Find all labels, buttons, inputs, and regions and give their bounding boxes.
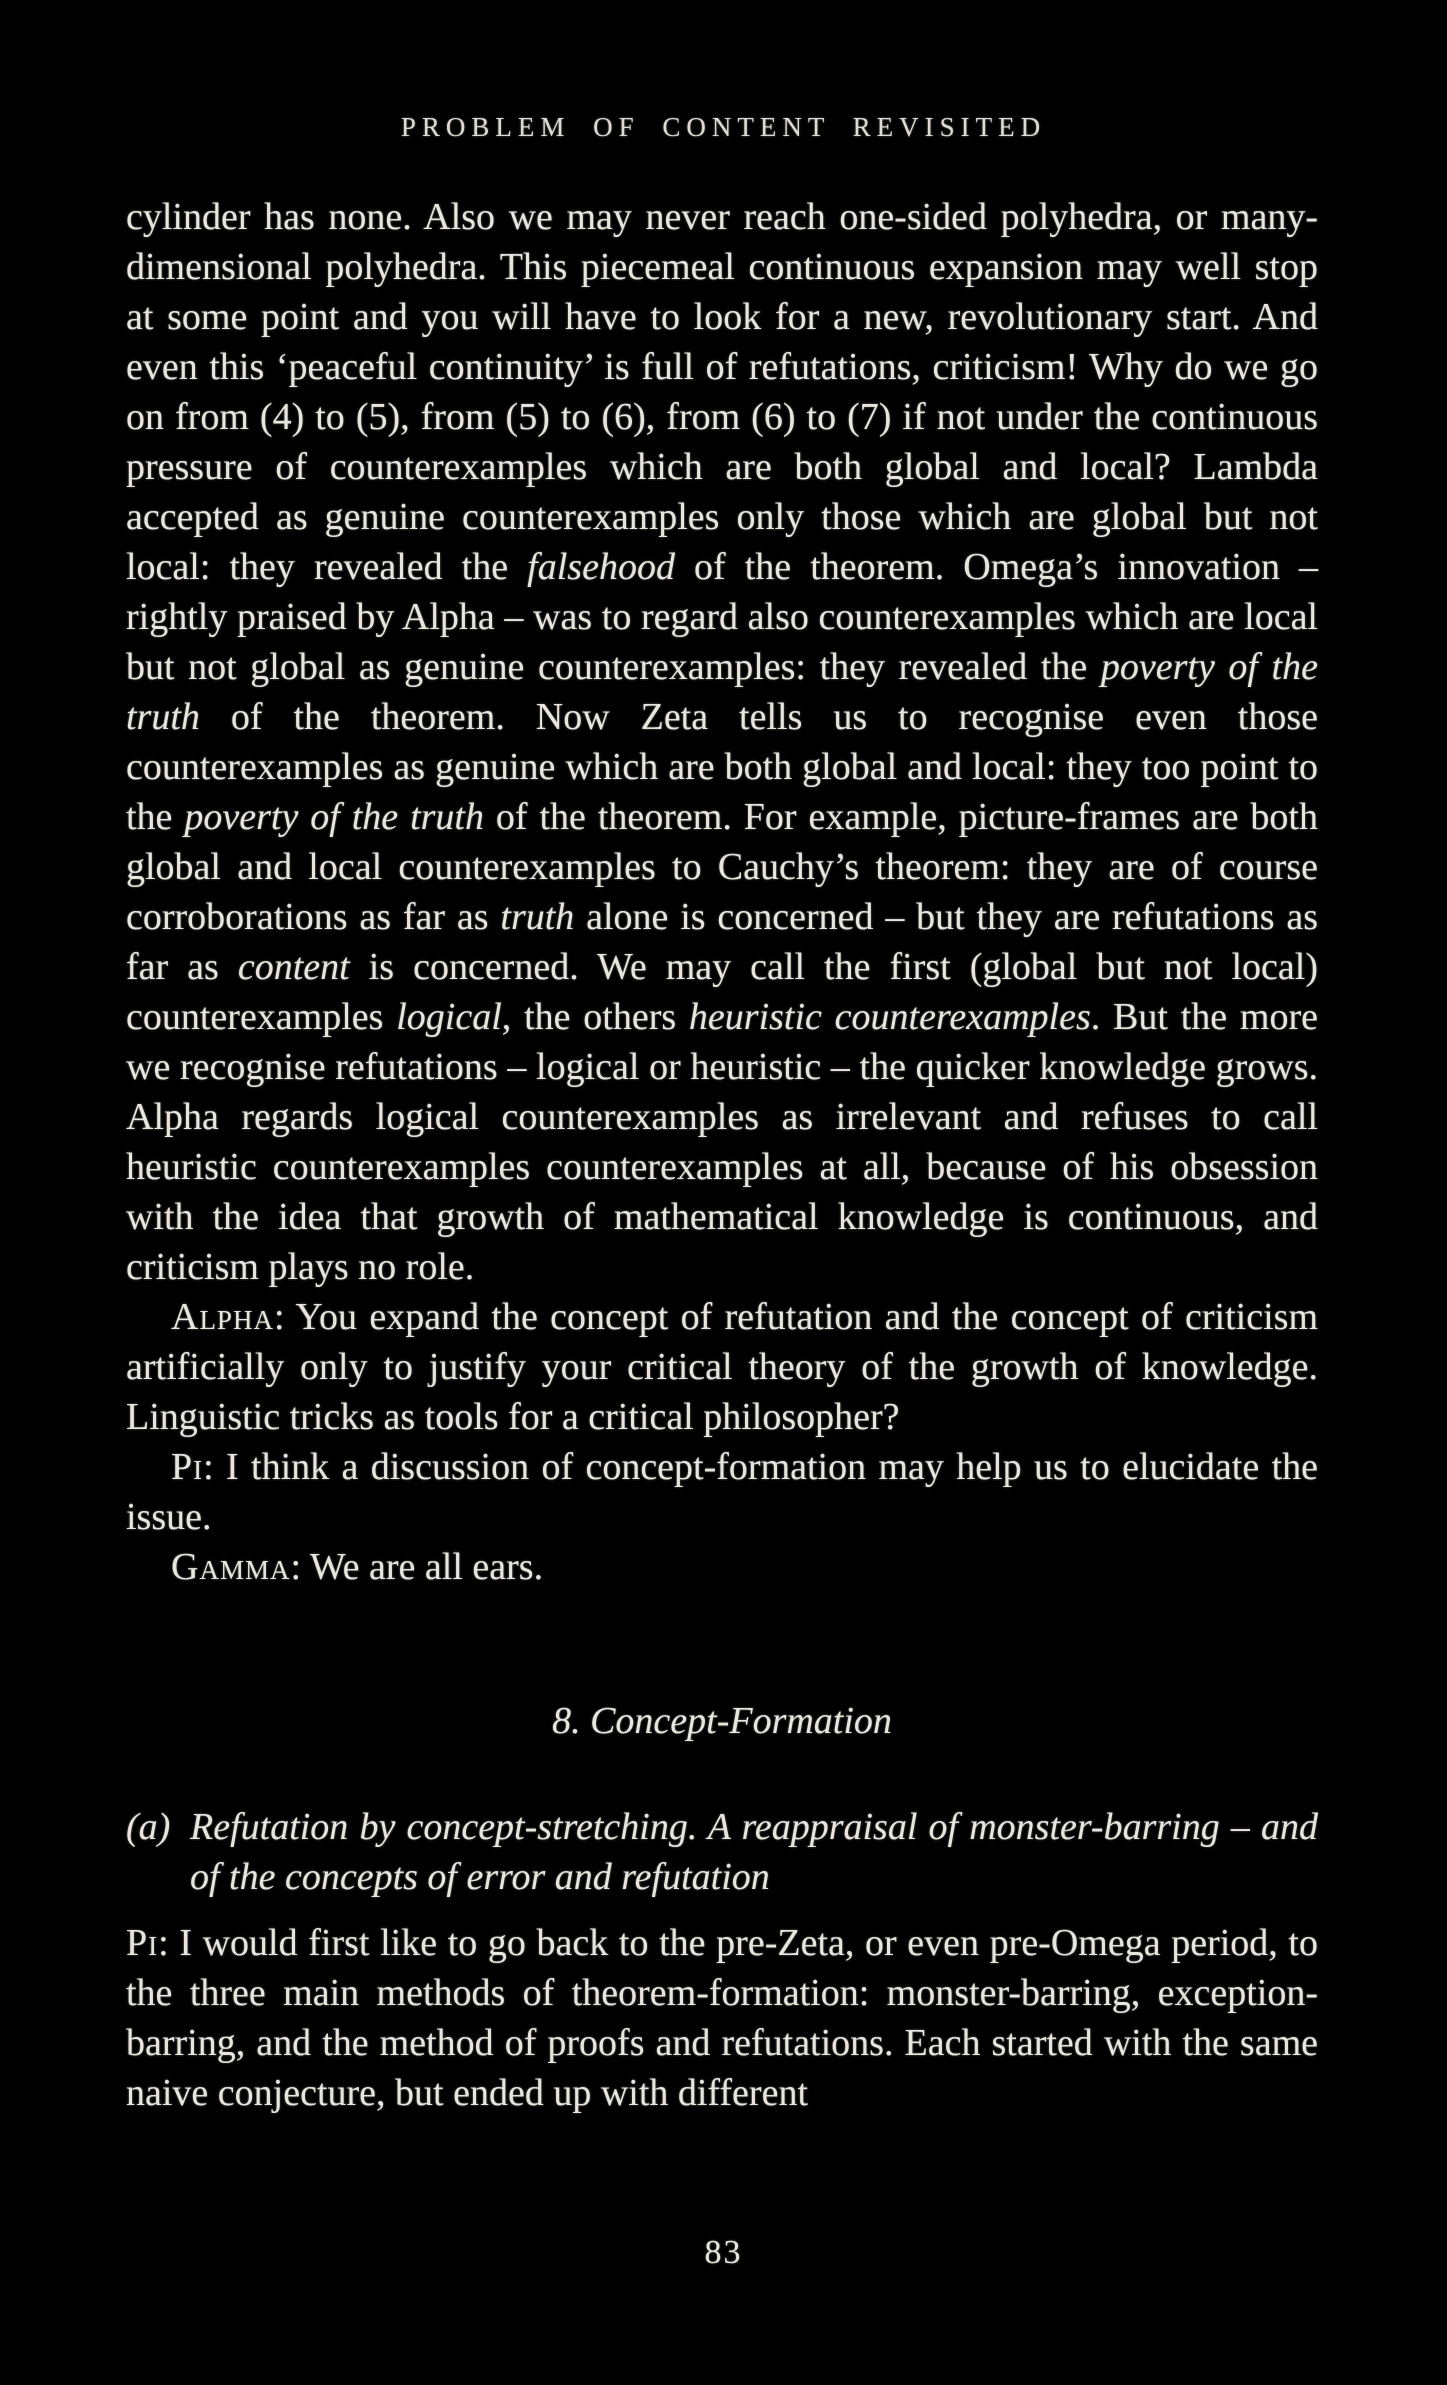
body-text: of the theorem. Omega’s innovation – rightly praised by Alpha – was to regard also counterexamples which are local but not global as genuine counterexamples: they revealed the — [126, 546, 1318, 688]
body-text: of the theorem. For example, picture-frames are both global and local counterexamples to Cauchy’s theorem: they are of course corroborations as far as — [126, 796, 1318, 938]
emphasized-text: content — [237, 946, 350, 988]
body-text: , the others — [501, 996, 689, 1038]
emphasized-text: poverty of the truth — [126, 646, 1318, 738]
body-text: : I would first like to go back to the pre-Zeta, or even pre-Omega period, to the three main methods of theorem-formation: monster-barring, exception-barring, and the method of proofs and refutations. Each started with the same naive conjecture, but ended up with different — [126, 1922, 1318, 2114]
body-text: . But the more we recognise refutations – logical or heuristic – the quicker knowledge grows. Alpha regards logical counterexamples as irrelevant and refuses to call heuristic counterexamples counterexamples at all, because of his obsession with the idea that growth of mathematical knowledge is continuous, and criticism plays no role. — [126, 996, 1318, 1288]
body-text: is concerned. We may call the first (global but not local) counterexamples — [126, 946, 1318, 1038]
body-text: : You expand the concept of refutation and the concept of criticism artificially only to justify your critical theory of the growth of knowledge. Linguistic tricks as tools for a critical philosopher? — [126, 1296, 1318, 1438]
emphasized-text: Refutation by concept-stretching. A reappraisal of monster-barring – and of the concepts of error and refutation — [190, 1806, 1318, 1898]
speaker-name: Gamma — [171, 1546, 291, 1588]
body-text: : I think a discussion of concept-formation may help us to elucidate the issue. — [126, 1446, 1318, 1538]
page-number: 83 — [704, 2234, 743, 2271]
dialogue-paragraph-alpha — [126, 1292, 1318, 1442]
body-text: : We are all ears. — [290, 1546, 544, 1588]
subsection-heading — [126, 1802, 1318, 1902]
text-block — [126, 192, 1318, 2118]
paragraph-continuation — [126, 192, 1318, 1292]
body-text: of the theorem. Now Zeta tells us to recognise even those counterexamples as genuine which are both global and local: they too point to the — [126, 696, 1318, 838]
emphasized-text: truth — [500, 896, 575, 938]
body-text: alone is concerned – but they are refutations as far as — [126, 896, 1318, 988]
speaker-name: Pi — [171, 1446, 204, 1488]
dialogue-paragraph-pi-second — [126, 1918, 1318, 2118]
dialogue-paragraph-gamma — [126, 1542, 1318, 1592]
subsection-title — [190, 1806, 1318, 1898]
subsection-label: (a) — [126, 1806, 171, 1848]
speaker-name: Pi — [126, 1922, 159, 1964]
emphasized-text: poverty of the truth — [184, 796, 484, 838]
emphasized-text: heuristic counterexamples — [688, 996, 1091, 1038]
emphasized-text: logical — [396, 996, 502, 1038]
speaker-name: Alpha — [171, 1296, 274, 1338]
emphasized-text: falsehood — [527, 546, 675, 588]
section-heading: 8. Concept-Formation — [552, 1700, 892, 1742]
running-header: PROBLEM OF CONTENT REVISITED — [400, 112, 1047, 142]
dialogue-paragraph-pi — [126, 1442, 1318, 1542]
body-text: cylinder has none. Also we may never reach one-sided polyhedra, or many-dimensional polyhedra. This piecemeal continuous expansion may well stop at some point and you will have to look for a new, revolutionary start. And even this ‘peaceful continuity’ is full of refutations, criticism! Why do we go on from (4) to (5), from (5) to (6), from (6) to (7) if not under the continuous pressure of counterexamples which are both global and local? Lambda accepted as genuine counterexamples only those which are global but not local: they revealed the — [126, 196, 1318, 588]
